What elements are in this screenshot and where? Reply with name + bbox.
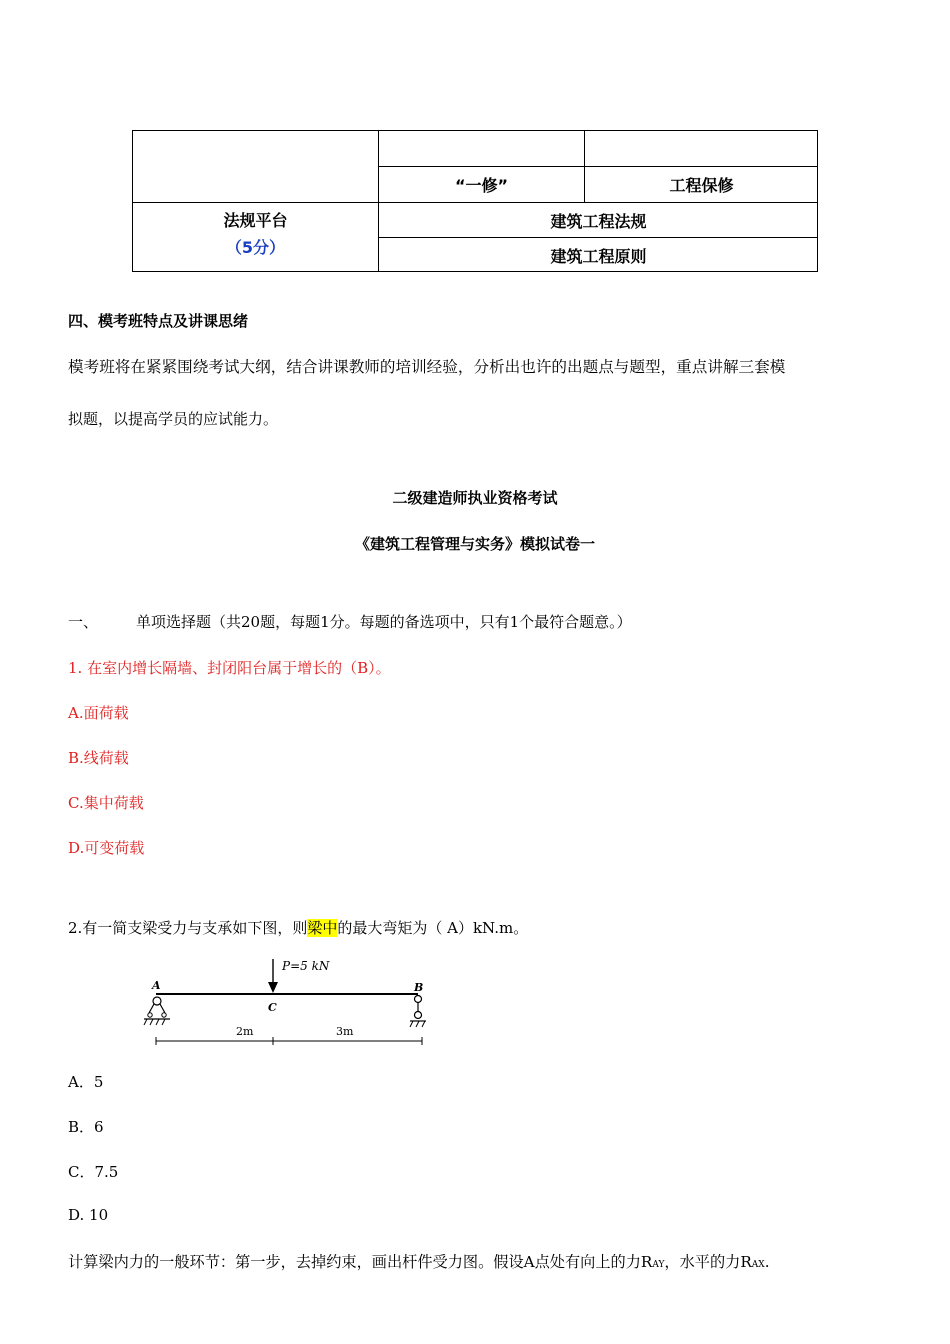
table-cell: 建筑工程原则: [550, 246, 647, 266]
answer-option: B.线荷载: [68, 749, 129, 767]
answer-option: B．6: [68, 1118, 104, 1136]
explanation-text: .: [764, 1253, 770, 1271]
highlighted-text: 梁中: [307, 919, 338, 937]
explanation-text: 计算梁内力的一般环节：第一步，去掉约束，画出杆件受力图。假设A点处有向上的力: [68, 1253, 641, 1271]
table-header-cell: 工程保修: [669, 176, 734, 195]
answer-option: A.面荷载: [68, 704, 129, 722]
roller-support-b: [410, 996, 426, 1028]
table-header-cell: “一修”: [454, 176, 509, 195]
load-label: P=5 kN: [282, 959, 330, 973]
section-heading: 四、模考班特点及讲课思绪: [68, 312, 249, 330]
answer-option: D.可变荷载: [68, 839, 145, 857]
section-paragraph-line: 模考班将在紧紧围绕考试大纲，结合讲课教师的培训经验，分析出也许的出题点与题型，重点讲解三套模: [68, 358, 786, 376]
explanation-text: ，水平的力: [664, 1253, 741, 1271]
answer-option: C．7.5: [68, 1163, 119, 1181]
course-table: [132, 130, 818, 272]
explanation-line: [68, 1251, 770, 1272]
answer-option: C.集中荷载: [68, 794, 144, 812]
span-left-label: 2m: [236, 1025, 254, 1038]
exam-subtitle: 《建筑工程管理与实务》模拟试卷一: [354, 535, 595, 553]
table-cell: 建筑工程法规: [550, 211, 647, 231]
force-subscript: AY: [652, 1260, 665, 1270]
force-symbol: R: [640, 1253, 653, 1271]
force-subscript: AX: [751, 1260, 765, 1270]
question-stem-text: 2.有一简支梁受力与支承如下图，则: [68, 919, 308, 937]
span-right-label: 3m: [336, 1025, 354, 1038]
table-row-label: 法规平台: [223, 211, 288, 230]
section-paragraph-line: 拟题，以提高学员的应试能力。: [68, 410, 279, 428]
exam-title: 二级建造师执业资格考试: [392, 489, 558, 507]
beam-diagram: [140, 955, 440, 1050]
part-instruction: 单项选择题（共20题，每题1分。每题的备选项中，只有1个最符合题意。）: [136, 613, 632, 631]
question-stem: 1. 在室内增长隔墙、封闭阳台属于增长的（B）。: [68, 659, 391, 677]
answer-option: A．5: [68, 1073, 104, 1091]
question-stem: [68, 917, 528, 938]
answer-option: D. 10: [68, 1206, 109, 1224]
point-c-label: C: [268, 1001, 277, 1014]
pin-support-a: [144, 997, 170, 1025]
part-number: 一、: [68, 613, 99, 631]
table-row-score: （5分）: [225, 238, 286, 257]
point-a-label: A: [152, 979, 161, 992]
question-stem-text: 的最大弯矩为（ A）kN.m。: [337, 919, 529, 937]
force-symbol: R: [740, 1253, 752, 1271]
load-arrow-head: [268, 982, 278, 993]
point-b-label: B: [414, 981, 424, 994]
